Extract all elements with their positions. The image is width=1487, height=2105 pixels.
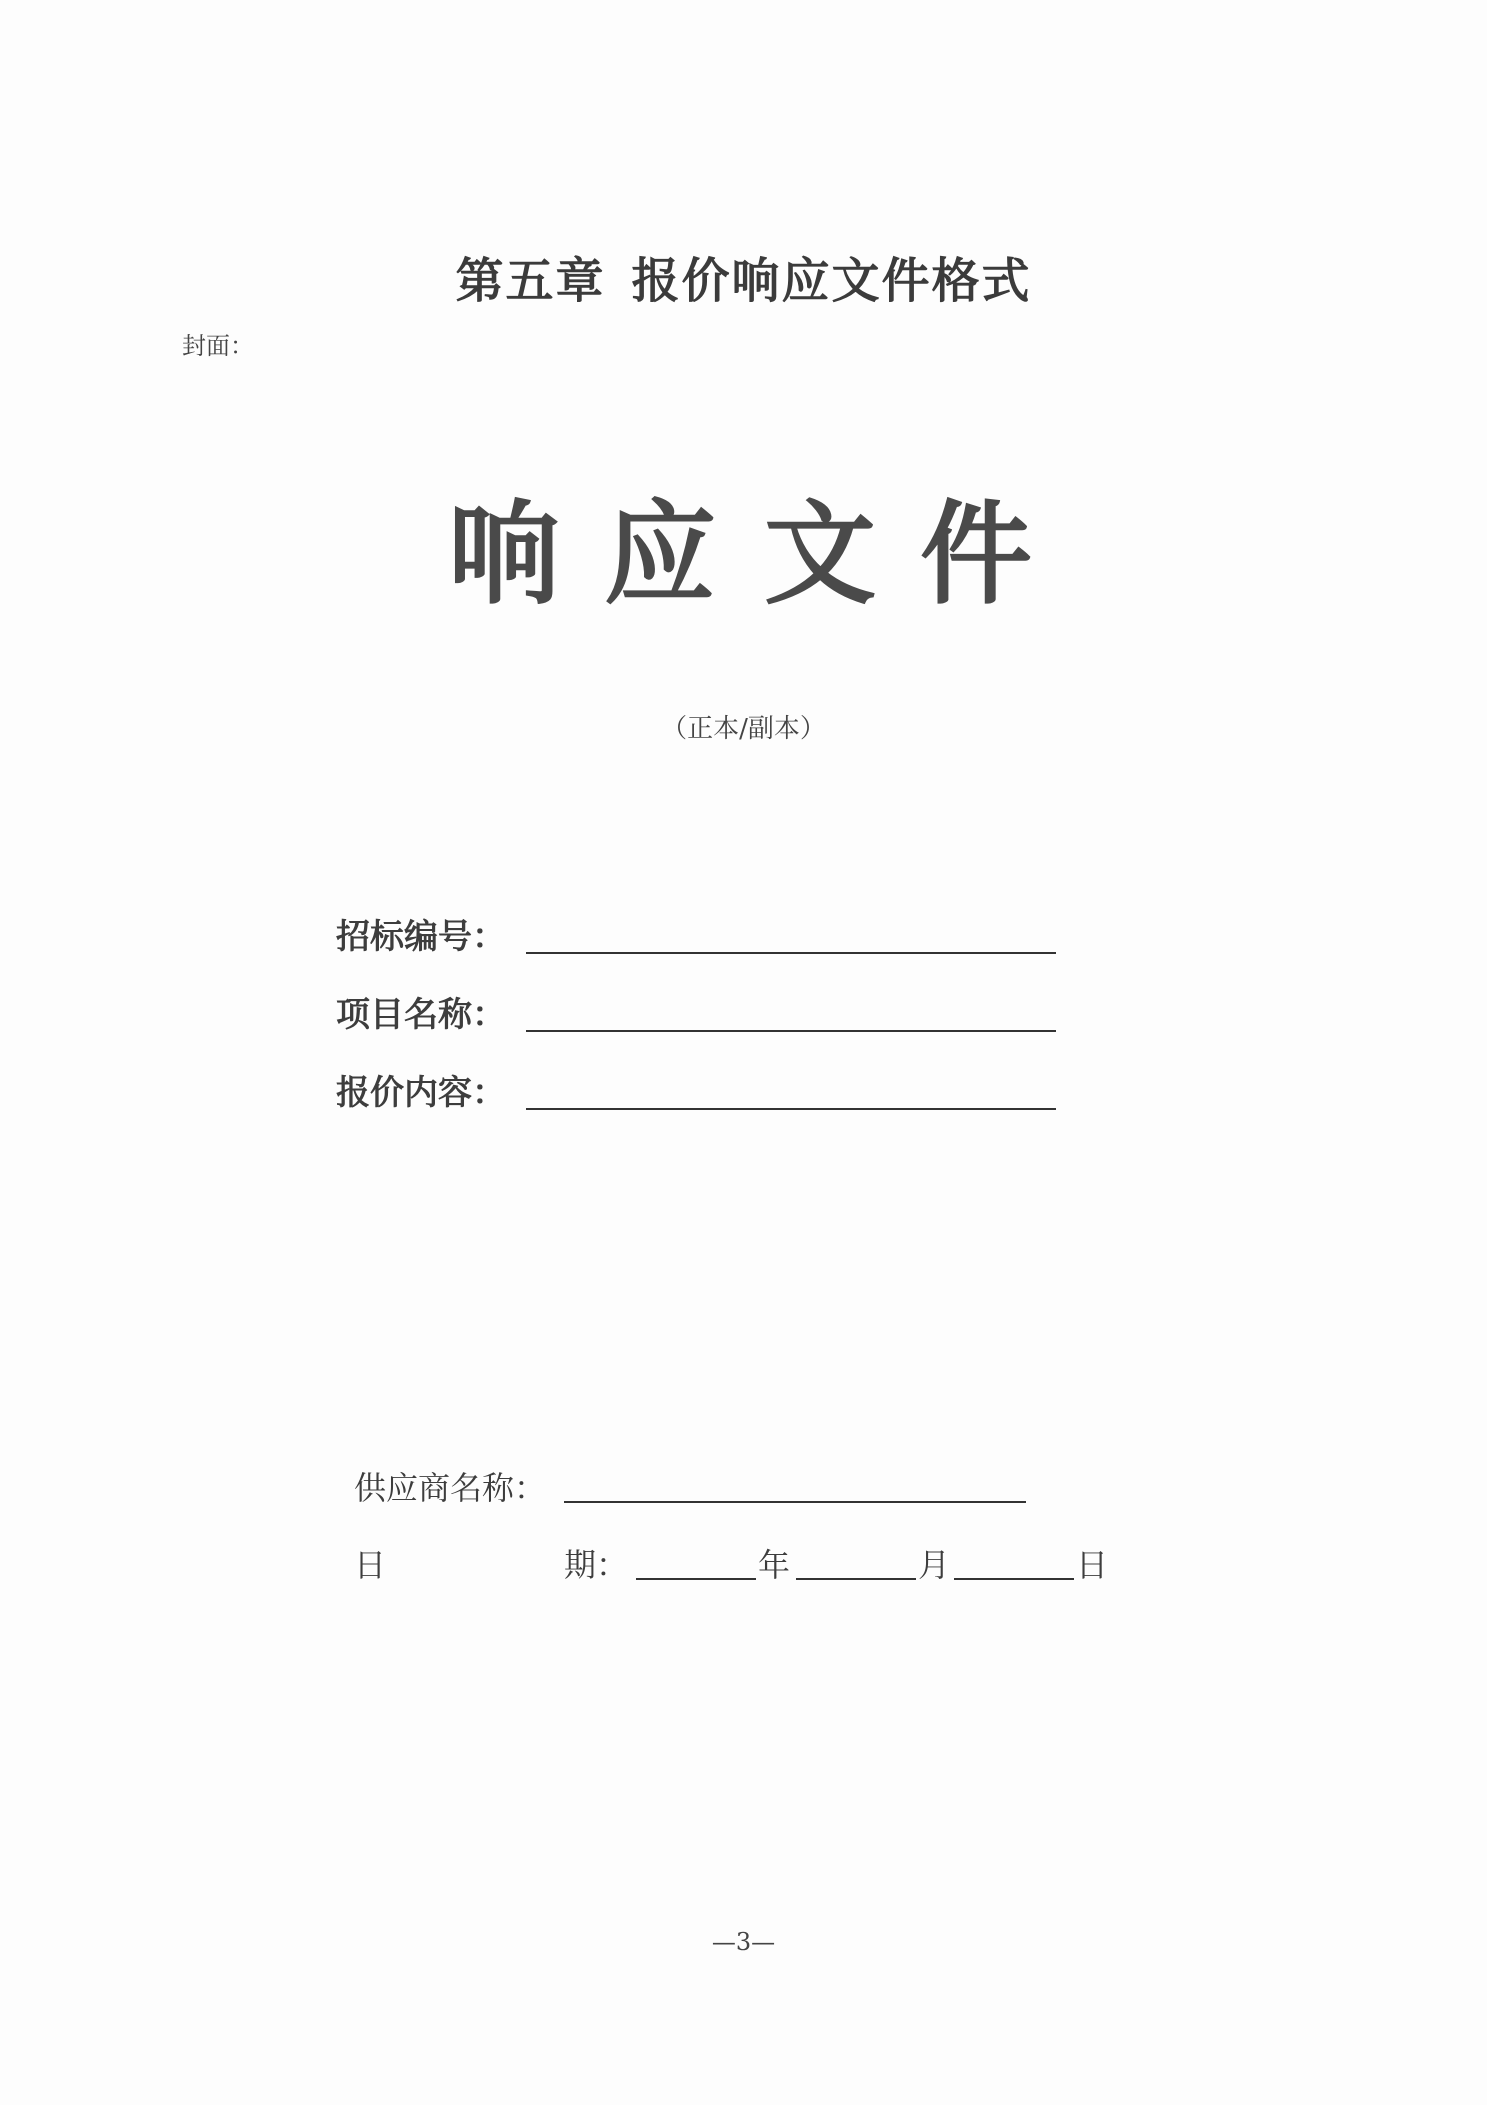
quote-content-label: 报价内容： — [336, 1073, 506, 1113]
response-document-title — [0, 490, 1487, 620]
bid-number-field[interactable] — [526, 952, 1056, 954]
project-name-field[interactable] — [526, 1030, 1056, 1032]
title-char-2: 应 — [604, 489, 716, 620]
day-field[interactable] — [954, 1578, 1074, 1580]
year-field[interactable] — [636, 1578, 756, 1580]
cover-label: 封面： — [182, 332, 254, 360]
chapter-heading: 报价响应文件格式 — [631, 253, 1032, 309]
project-name-label: 项目名称： — [336, 995, 506, 1035]
copy-type-subtitle: （正本/副本） — [661, 714, 826, 744]
supplier-name-label: 供应商名称： — [354, 1469, 547, 1507]
title-char-1: 响 — [448, 489, 560, 620]
bid-number-label: 招标编号： — [336, 917, 506, 957]
chapter-title — [0, 242, 1487, 311]
quote-content-field[interactable] — [526, 1108, 1056, 1110]
date-label-qi: 期： — [564, 1546, 629, 1584]
date-row — [354, 1540, 1154, 1590]
year-label: 年 — [758, 1546, 791, 1584]
chapter-number: 第五章 — [455, 253, 606, 309]
title-char-4: 件 — [920, 489, 1032, 620]
month-label: 月 — [918, 1546, 951, 1584]
title-char-3: 文 — [764, 489, 876, 620]
date-label-ri: 日 — [354, 1546, 387, 1584]
day-label: 日 — [1076, 1546, 1109, 1584]
supplier-name-field[interactable] — [564, 1501, 1026, 1503]
page-number: —3— — [711, 1928, 776, 1956]
month-field[interactable] — [796, 1578, 916, 1580]
